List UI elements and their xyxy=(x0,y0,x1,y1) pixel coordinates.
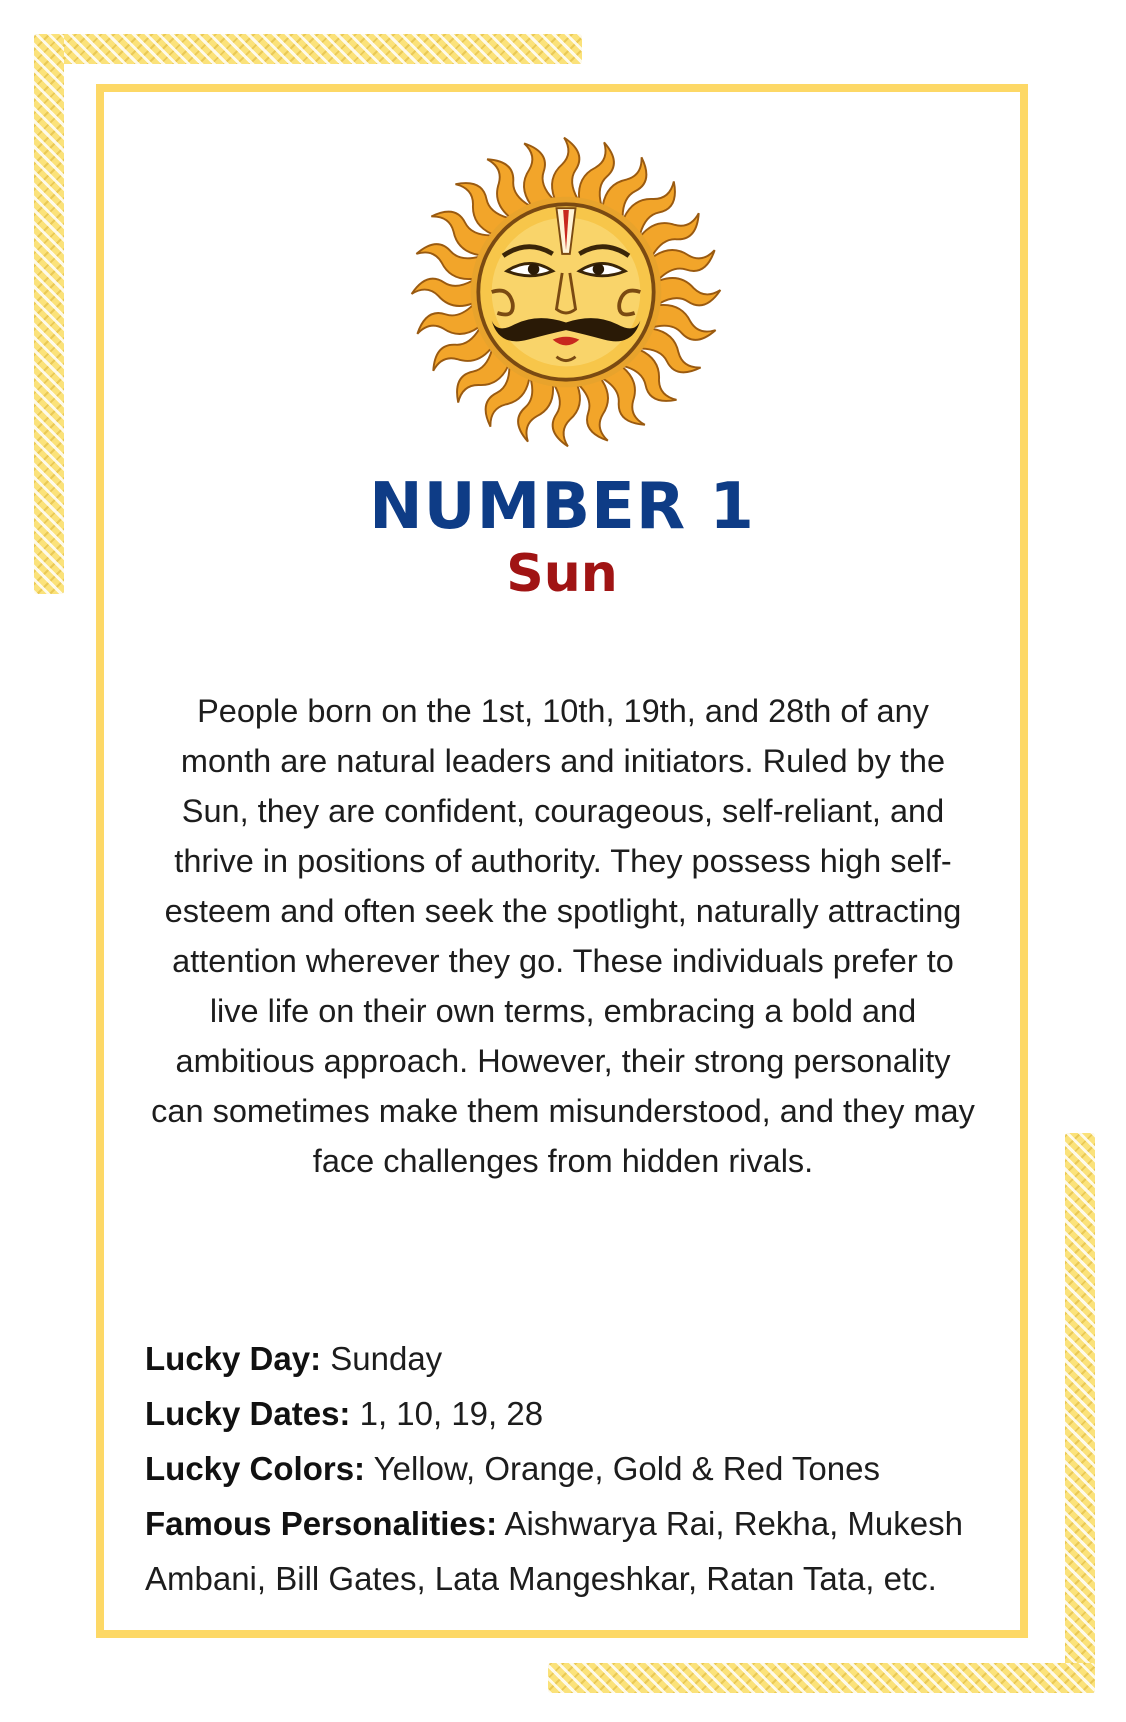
sun-ray xyxy=(413,303,479,345)
sun-ray xyxy=(513,139,555,205)
fact-famous-personalities xyxy=(145,1496,1005,1606)
sun-ray xyxy=(412,279,473,306)
fact-lucky-dates xyxy=(145,1386,1005,1441)
fact-value: Aishwarya Rai, Rekha, Mukesh Ambani, Bill Gates, Lata Mangeshkar, Ratan Tata, etc. xyxy=(145,1505,963,1597)
sun-ray xyxy=(653,239,719,281)
sun-ray xyxy=(659,278,720,305)
page-title: NUMBER 1 xyxy=(369,470,755,544)
fact-label: Famous Personalities: xyxy=(145,1505,498,1542)
sun-ray xyxy=(553,385,580,446)
fact-lucky-colors xyxy=(145,1441,1005,1496)
description-paragraph: People born on the 1st, 10th, 19th, and 28th of any month are natural leaders and initiators. Ruled by the Sun, they are confident, courageous, self-reliant, and thrive in positions of authority. They possess high self-esteem and often seek the spotlight, naturally attracting attention wherever they go. These individuals prefer to live life on their own terms, embracing a bold and ambitious approach. However, their strong personality can sometimes make them misunderstood, and they may face challenges from hidden rivals. xyxy=(151,693,975,1179)
decorative-braid-right xyxy=(1065,1133,1095,1693)
fact-label: Lucky Colors: xyxy=(145,1450,366,1487)
fact-value: Yellow, Orange, Gold & Red Tones xyxy=(365,1450,880,1487)
fact-label: Lucky Dates: xyxy=(145,1395,351,1432)
fact-lucky-day xyxy=(145,1331,1005,1386)
sun-ray xyxy=(577,379,619,445)
fact-value: 1, 10, 19, 28 xyxy=(350,1395,544,1432)
fact-label: Lucky Day: xyxy=(145,1340,322,1377)
decorative-braid-left xyxy=(34,34,64,594)
facts-list xyxy=(145,1331,1005,1606)
sun-ray xyxy=(552,138,579,199)
decorative-braid-top xyxy=(34,34,582,64)
fact-value: Sunday xyxy=(321,1340,443,1377)
page-subtitle: Sun xyxy=(506,544,618,604)
decorative-braid-bottom xyxy=(548,1663,1095,1693)
sun-face-icon xyxy=(404,130,728,454)
